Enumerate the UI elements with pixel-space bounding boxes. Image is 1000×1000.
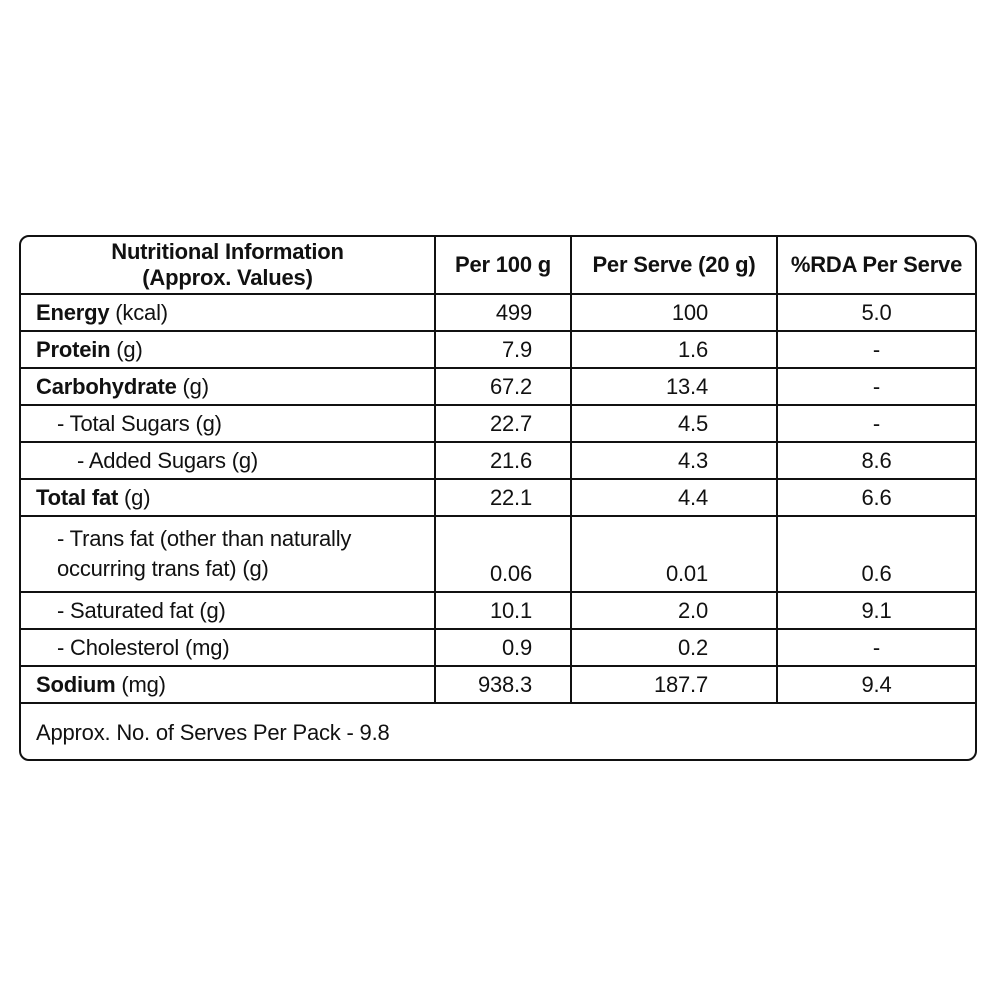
nutrient-name: - Saturated fat (g) [21,592,435,629]
value-rda: 8.6 [777,442,975,479]
value-per-serve: 187.7 [571,666,777,703]
table-row-total-fat [21,479,975,516]
nutrition-facts-panel [19,235,977,761]
value-per-serve: 13.4 [571,368,777,405]
value-rda: - [777,331,975,368]
table-row-added-sugars [21,442,975,479]
nutrient-unit: (g) [110,336,143,362]
value-per-serve: 4.5 [571,405,777,442]
nutrient-unit: (mg) [115,671,166,697]
header-nutrient-line1: Nutritional Information [111,239,344,264]
nutrient-name [21,516,435,592]
nutrient-name [21,294,435,331]
table-row-total-sugars [21,405,975,442]
nutrient-label: Energy [36,299,110,325]
header-per-serve: Per Serve (20 g) [571,237,777,294]
serves-per-pack: Approx. No. of Serves Per Pack - 9.8 [36,720,390,745]
header-rda-per-serve: %RDA Per Serve [777,237,975,294]
table-row-trans-fat [21,516,975,592]
value-per-100g: 67.2 [435,368,571,405]
value-per-serve: 0.01 [571,516,777,592]
value-rda: 0.6 [777,516,975,592]
value-per-100g: 10.1 [435,592,571,629]
table-row-sodium [21,666,975,703]
value-rda: - [777,629,975,666]
value-per-serve: 100 [571,294,777,331]
nutrient-label: Sodium [36,671,116,697]
table-row-energy [21,294,975,331]
value-per-serve: 0.2 [571,629,777,666]
nutrition-table [21,237,975,704]
value-per-serve: 2.0 [571,592,777,629]
nutrient-name [21,331,435,368]
nutrient-name [21,479,435,516]
value-per-serve: 1.6 [571,331,777,368]
nutrient-name-line1: - Trans fat (other than naturally [57,526,352,551]
header-per-100g: Per 100 g [435,237,571,294]
value-per-100g: 22.1 [435,479,571,516]
nutrient-label: Total fat [36,484,119,510]
value-per-100g: 22.7 [435,405,571,442]
nutrient-label: Protein [36,336,111,362]
nutrient-name: - Cholesterol (mg) [21,629,435,666]
value-per-100g: 7.9 [435,331,571,368]
table-row-saturated-fat [21,592,975,629]
nutrient-name [21,368,435,405]
value-per-100g: 0.06 [435,516,571,592]
value-rda: 6.6 [777,479,975,516]
nutrient-unit: (kcal) [109,299,168,325]
nutrient-name-line2: occurring trans fat) (g) [57,556,269,581]
value-per-100g: 938.3 [435,666,571,703]
header-nutrient-line2: (Approx. Values) [142,265,313,290]
value-rda: 9.4 [777,666,975,703]
nutrient-unit: (g) [176,373,209,399]
nutrient-name: - Total Sugars (g) [21,405,435,442]
value-per-100g: 21.6 [435,442,571,479]
table-row-cholesterol [21,629,975,666]
nutrient-unit: (g) [118,484,151,510]
value-per-serve: 4.4 [571,479,777,516]
value-rda: 5.0 [777,294,975,331]
value-rda: - [777,368,975,405]
nutrient-name: - Added Sugars (g) [21,442,435,479]
value-rda: 9.1 [777,592,975,629]
table-row-carbohydrate [21,368,975,405]
value-per-100g: 499 [435,294,571,331]
nutrient-name [21,666,435,703]
table-row-protein [21,331,975,368]
value-per-100g: 0.9 [435,629,571,666]
value-rda: - [777,405,975,442]
header-row [21,237,975,294]
nutrient-label: Carbohydrate [36,373,177,399]
header-nutrient [21,237,435,294]
value-per-serve: 4.3 [571,442,777,479]
